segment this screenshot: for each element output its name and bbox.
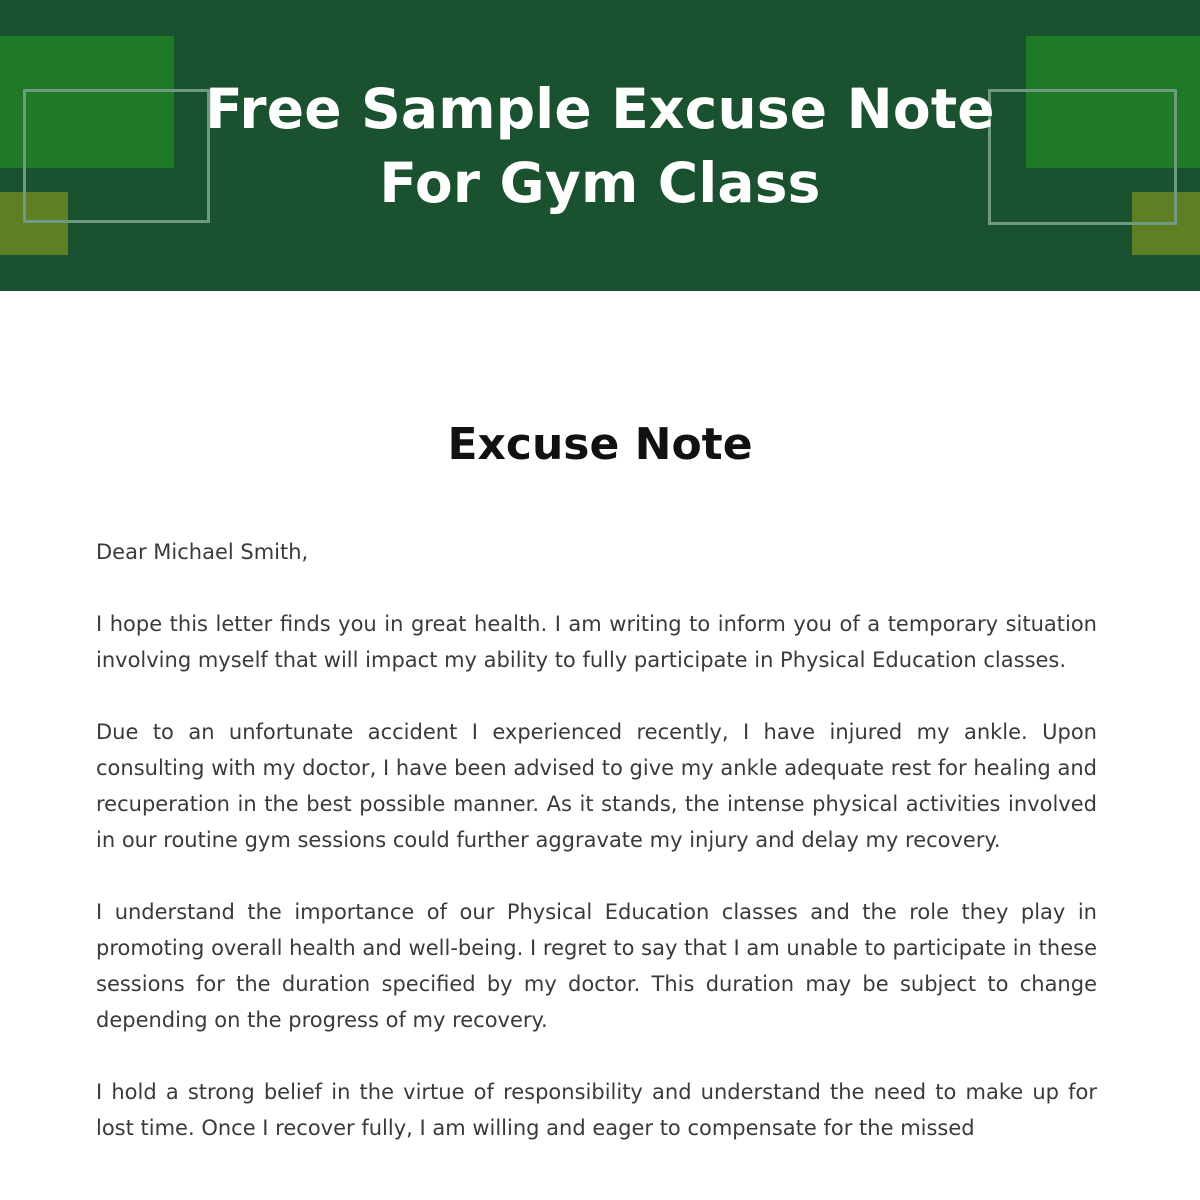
letter-paragraph-2: Due to an unfortunate accident I experienced recently, I have injured my ankle. Upon consulting with my doctor, I have been advised to give my ankle adequate rest for healing and recuperation in the best possible manner. As it stands, the intense physical activities involved in our routine gym sessions could further aggravate my injury and delay my recovery. xyxy=(96,720,1097,852)
decorative-frame-right xyxy=(988,89,1177,225)
letter-paragraph-3: I understand the importance of our Physical Education classes and the role they play in promoting overall health and well-being. I regret to say that I am unable to participate in these sessions for the duration specified by my doctor. This duration may be subject to change depending on the progress of my recovery. xyxy=(96,900,1097,1032)
decorative-frame-left xyxy=(23,89,210,223)
letter-paragraph-1: I hope this letter finds you in great health. I am writing to inform you of a temporary situation involving myself that will impact my ability to fully participate in Physical Education classes. xyxy=(96,612,1097,672)
banner-title xyxy=(200,72,1000,220)
banner-title-line-2: For Gym Class xyxy=(379,151,821,215)
salutation: Dear Michael Smith, xyxy=(96,540,309,564)
document-heading: Excuse Note xyxy=(447,419,753,470)
letter-paragraph-4: I hold a strong belief in the virtue of responsibility and understand the need to make up for lost time. Once I recover fully, I am willing and eager to compensate for the missed xyxy=(96,1080,1097,1140)
letter-body xyxy=(96,534,1097,1182)
banner-title-line-1: Free Sample Excuse Note xyxy=(205,77,995,141)
header-banner xyxy=(0,0,1200,291)
